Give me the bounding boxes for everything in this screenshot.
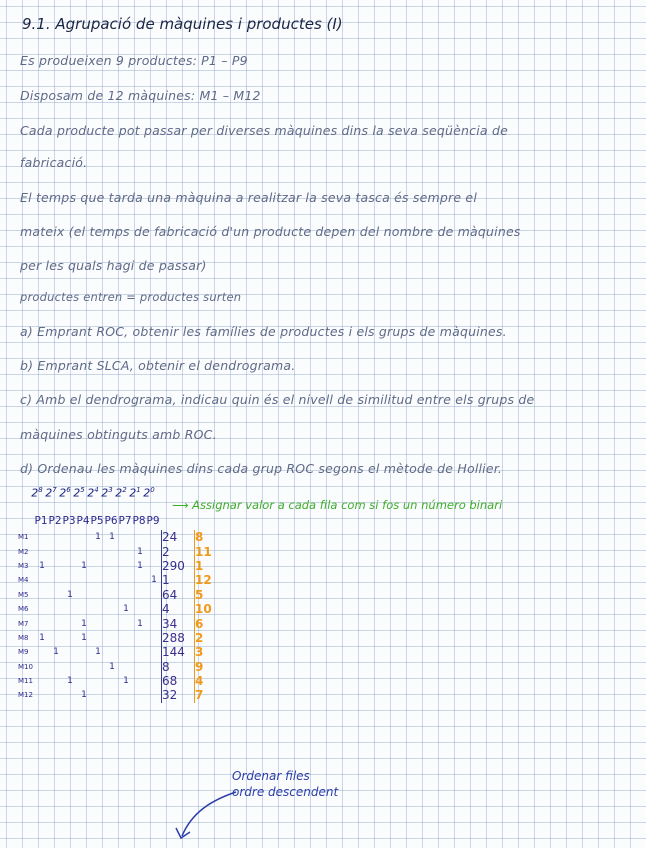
binary-value: 4: [162, 602, 195, 616]
binary-value: 288: [162, 631, 195, 645]
binary-value: 32: [162, 688, 195, 702]
product-label: P8: [132, 515, 146, 527]
rank-value: 1: [195, 559, 214, 573]
product-label: P9: [146, 515, 160, 527]
machine-label: M7: [18, 619, 29, 628]
binary-value: 34: [162, 616, 195, 630]
text-line-8: productes entren = productes surten: [20, 290, 242, 304]
matrix-cell: 1: [67, 676, 73, 687]
question-d: d) Ordenau les màquines dins cada grup ROC segons el mètode de Hollier.: [20, 461, 503, 476]
matrix-cell: 1: [137, 618, 143, 629]
product-label: P4: [76, 515, 90, 527]
machine-label: M2: [18, 547, 29, 556]
binary-value: 64: [162, 588, 195, 602]
power-label: $2^5$: [73, 486, 85, 500]
product-label: P1: [34, 515, 48, 527]
question-c: c) Amb el dendrograma, indicau quin és el nivell de similitud entre els grups de: [20, 392, 535, 407]
machine-label: M11: [18, 677, 33, 686]
matrix-cell: 1: [95, 647, 101, 658]
rank-value: 7: [195, 688, 214, 702]
question-a: a) Emprant ROC, obtenir les famílies de productes i els grups de màquines.: [20, 324, 507, 339]
machine-label: M5: [18, 590, 29, 599]
matrix-cell: 1: [137, 546, 143, 557]
text-line-4: fabricació.: [20, 155, 88, 170]
matrix-cell: 1: [81, 690, 87, 701]
rank-value: 11: [195, 544, 212, 559]
matrix-cell: 1: [151, 575, 157, 586]
sort-note-line-1: Ordenar files: [232, 769, 310, 783]
product-label: P2: [48, 515, 62, 527]
rank-value: 9: [195, 660, 214, 674]
arrow-right-icon: ⟶: [172, 498, 193, 512]
rank-value: 6: [195, 616, 214, 630]
binary-value: 8: [162, 660, 195, 674]
text-line-1: Es produeixen 9 productes: P1 – P9: [20, 53, 248, 68]
machine-label: M12: [18, 691, 33, 700]
matrix-cell: 1: [95, 532, 101, 543]
product-label: P3: [62, 515, 76, 527]
machine-label: M3: [18, 561, 29, 570]
power-label: $2^2$: [115, 486, 127, 500]
binary-note-text: Assignar valor a cada fila com si fos un número binari: [192, 498, 503, 512]
rank-value: 8: [195, 530, 214, 544]
sort-note-line-2: ordre descendent: [232, 785, 339, 799]
machine-label: M9: [18, 648, 29, 657]
product-label: P7: [118, 515, 132, 527]
machine-label: M4: [18, 576, 29, 585]
binary-value: 144: [162, 645, 195, 659]
text-line-5: El temps que tarda una màquina a realitzar la seva tasca és sempre el: [20, 190, 478, 205]
matrix-cell: 1: [67, 589, 73, 600]
text-line-7: per les quals hagi de passar): [20, 258, 207, 273]
machine-label: M8: [18, 633, 29, 642]
rank-value: 10: [195, 602, 212, 617]
rank-value: 4: [195, 674, 214, 688]
binary-value: 1: [162, 573, 195, 587]
rank-value: 3: [195, 645, 214, 659]
matrix-cell: 1: [81, 560, 87, 571]
binary-value: 290: [162, 559, 195, 573]
matrix-cell: 1: [109, 532, 115, 543]
matrix-cell: 1: [123, 604, 129, 615]
product-label: P5: [90, 515, 104, 527]
matrix-cell: 1: [53, 647, 59, 658]
rank-value: 12: [195, 573, 212, 588]
text-line-2: Disposam de 12 màquines: M1 – M12: [20, 88, 261, 103]
power-label: $2^1$: [129, 486, 141, 500]
text-line-3: Cada producte pot passar per diverses màquines dins la seva seqüència de: [20, 123, 508, 138]
machine-label: M10: [18, 662, 33, 671]
sort-note: [232, 768, 338, 800]
question-c-cont: màquines obtinguts amb ROC.: [20, 427, 217, 442]
power-label: $2^8$: [31, 486, 43, 500]
text-line-6: mateix (el temps de fabricació d'un producte depen del nombre de màquines: [20, 224, 521, 239]
matrix-cell: 1: [137, 560, 143, 571]
power-label: $2^4$: [87, 486, 99, 500]
rank-value: 5: [195, 588, 214, 602]
question-b: b) Emprant SLCA, obtenir el dendrograma.: [20, 358, 296, 373]
matrix-cell: 1: [39, 560, 45, 571]
rank-value: 2: [195, 631, 214, 645]
machine-label: M1: [18, 533, 29, 542]
curved-arrow-icon: [182, 792, 236, 836]
binary-value: 24: [162, 530, 195, 544]
machine-label: M6: [18, 605, 29, 614]
power-label: $2^3$: [101, 486, 113, 500]
matrix-cell: 1: [123, 676, 129, 687]
power-label: $2^0$: [143, 486, 155, 500]
matrix-cell: 1: [81, 632, 87, 643]
product-label: P6: [104, 515, 118, 527]
matrix-cell: 1: [81, 618, 87, 629]
matrix-cell: 1: [109, 661, 115, 672]
matrix-cell: 1: [39, 632, 45, 643]
binary-value: 2: [162, 544, 195, 558]
page-title: 9.1. Agrupació de màquines i productes (I): [22, 15, 343, 33]
power-label: $2^7$: [45, 486, 57, 500]
binary-value: 68: [162, 674, 195, 688]
power-label: $2^6$: [59, 486, 71, 500]
